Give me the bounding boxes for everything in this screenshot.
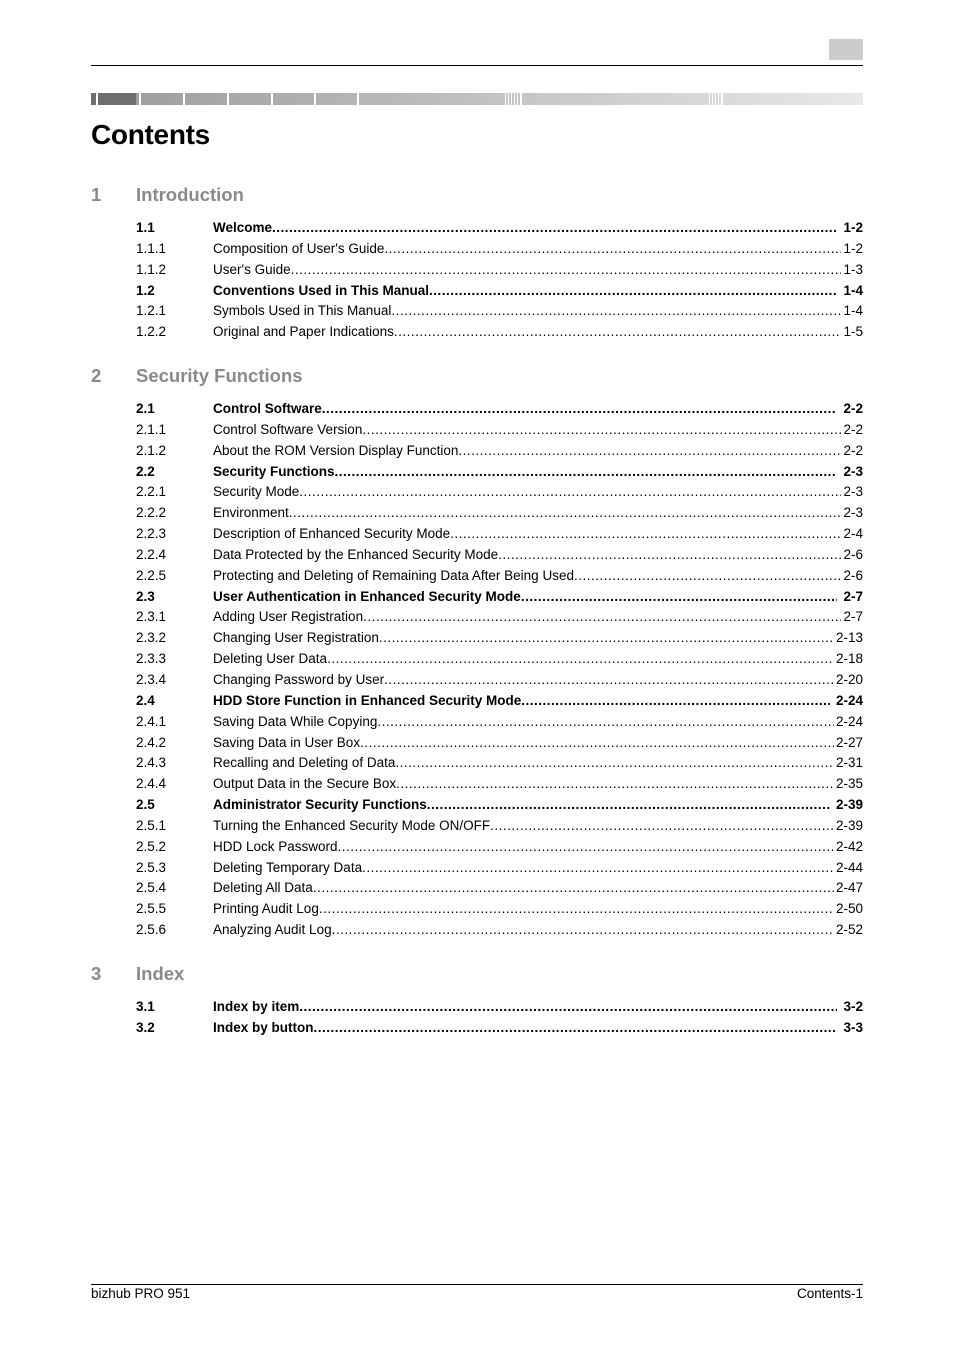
toc-entry-number: 2.4.1 — [136, 713, 167, 729]
toc-entry-number: 2.3.2 — [136, 630, 167, 646]
toc-entry-title: Deleting User Data — [213, 651, 328, 667]
toc-entry-number: 2.1.2 — [136, 442, 167, 458]
dot-leader — [574, 566, 842, 587]
dot-leader — [335, 462, 838, 483]
toc-entry-number: 2.3.3 — [136, 651, 167, 667]
toc-entry-number: 2.2.2 — [136, 505, 167, 521]
toc-entry-page: 2-2 — [843, 442, 863, 458]
toc-entry-page: 2-2 — [843, 421, 863, 437]
dot-leader — [332, 920, 834, 941]
toc-entry[interactable] — [91, 670, 863, 691]
toc-entry-title: Changing Password by User — [213, 671, 385, 687]
dot-leader — [521, 587, 838, 608]
toc-entry[interactable] — [91, 691, 863, 712]
footer-page-number: Contents-1 — [796, 1286, 863, 1301]
toc-entry[interactable] — [91, 712, 863, 733]
dot-leader — [427, 795, 830, 816]
toc-entry[interactable] — [91, 753, 863, 774]
toc-entry-page: 2-24 — [835, 713, 863, 729]
toc-entry-page: 2-3 — [843, 484, 863, 500]
toc-entry-page: 2-42 — [835, 838, 863, 854]
toc-entry-page: 2-31 — [835, 755, 863, 771]
dot-leader — [362, 858, 834, 879]
toc-entry-title: Recalling and Deleting of Data — [213, 755, 396, 771]
toc-entry[interactable] — [91, 607, 863, 628]
toc-entry-number: 2.2.5 — [136, 567, 167, 583]
toc-entry[interactable] — [91, 524, 863, 545]
toc-entry-title: Deleting All Data — [213, 880, 313, 896]
toc-entry[interactable] — [91, 566, 863, 587]
toc-entry[interactable] — [91, 733, 863, 754]
dot-leader — [327, 649, 834, 670]
dot-leader — [490, 816, 834, 837]
toc-entry-number: 2.4 — [136, 692, 155, 708]
toc-entry-title: Control Software Version — [213, 421, 363, 437]
toc-entry[interactable] — [91, 837, 863, 858]
toc-entry-number: 2.5.6 — [136, 922, 167, 938]
dot-leader — [394, 322, 842, 343]
toc-entry-page: 3-3 — [843, 1019, 863, 1035]
dot-leader — [322, 399, 838, 420]
toc-entry[interactable] — [91, 399, 863, 420]
toc-entry[interactable] — [91, 322, 863, 343]
toc-entry-title: Security Mode — [213, 484, 300, 500]
toc-entry-title: Security Functions — [213, 463, 335, 479]
toc-entry[interactable] — [91, 587, 863, 608]
toc-entry[interactable] — [91, 878, 863, 899]
dot-leader — [429, 281, 837, 302]
toc-entry-page: 2-52 — [835, 922, 863, 938]
toc-entry-title: HDD Store Function in Enhanced Security Mode — [213, 692, 522, 708]
toc-entry-number: 1.2 — [136, 282, 155, 298]
toc-entry-title: Deleting Temporary Data — [213, 859, 363, 875]
toc-entry[interactable] — [91, 628, 863, 649]
toc-entry-title: User Authentication in Enhanced Security Mode — [213, 588, 521, 604]
toc-entry-number: 2.3.4 — [136, 671, 167, 687]
toc-entry-page: 2-7 — [843, 609, 863, 625]
toc-entry[interactable] — [91, 281, 863, 302]
dot-leader — [498, 545, 841, 566]
toc-entry-number: 2.1.1 — [136, 421, 167, 437]
toc-entry-page: 2-3 — [843, 505, 863, 521]
dot-leader — [360, 733, 834, 754]
dot-leader — [450, 524, 841, 545]
toc-entry-number: 1.1.1 — [136, 240, 167, 256]
chapter-title: Index — [136, 963, 185, 984]
toc-entry-page: 1-5 — [843, 324, 863, 340]
toc-entry-title: Printing Audit Log — [213, 901, 319, 917]
toc-entry-title: About the ROM Version Display Function — [213, 442, 459, 458]
toc-entry-number: 2.5.2 — [136, 838, 167, 854]
toc-entry-number: 2.2.4 — [136, 546, 167, 562]
toc-list — [91, 218, 863, 343]
toc-entry-number: 2.2.3 — [136, 526, 167, 542]
toc-entry[interactable] — [91, 899, 863, 920]
dot-leader — [396, 774, 834, 795]
toc-entry-page: 2-24 — [835, 692, 863, 708]
toc-entry[interactable] — [91, 503, 863, 524]
toc-entry-page: 1-2 — [843, 240, 863, 256]
toc-entry[interactable] — [91, 260, 863, 281]
toc-entry-page: 3-2 — [843, 999, 863, 1014]
toc-entry[interactable] — [91, 858, 863, 879]
toc-entry-title: HDD Lock Password — [213, 838, 338, 854]
toc-entry-page: 2-7 — [843, 588, 863, 604]
toc-entry[interactable] — [91, 218, 863, 239]
decorative-header-bar — [91, 93, 863, 105]
toc-entry-title: Description of Enhanced Security Mode — [213, 526, 451, 542]
toc-entry[interactable] — [91, 774, 863, 795]
toc-entry-page: 2-6 — [843, 546, 863, 562]
toc-entry-page: 2-44 — [835, 859, 863, 875]
page-title: Contents — [91, 119, 210, 150]
toc-entry-title: Index by button — [213, 1019, 314, 1035]
toc-list — [91, 997, 863, 1039]
dot-leader — [363, 607, 841, 628]
toc-list — [91, 399, 863, 941]
toc-entry-number: 1.2.1 — [136, 303, 167, 319]
toc-entry-number: 2.5.4 — [136, 880, 167, 896]
toc-entry-title: Saving Data in User Box — [213, 734, 361, 750]
toc-entry-title: Administrator Security Functions — [213, 797, 427, 813]
toc-entry[interactable] — [91, 301, 863, 322]
dot-leader — [289, 503, 842, 524]
toc-entry-page: 2-47 — [835, 880, 863, 896]
toc-entry-number: 2.4.4 — [136, 776, 167, 792]
toc-entry-page: 2-27 — [835, 734, 863, 750]
toc-entry-title: Original and Paper Indications — [213, 324, 394, 340]
toc-entry-page: 2-3 — [843, 463, 863, 479]
corner-tab — [829, 39, 863, 60]
toc-entry-title: Symbols Used in This Manual — [213, 303, 392, 319]
footer-product-name: bizhub PRO 951 — [91, 1286, 191, 1301]
dot-leader — [299, 482, 841, 503]
toc-entry-page: 2-13 — [835, 630, 863, 646]
toc-entry-number: 2.5.1 — [136, 817, 167, 833]
toc-entry-page: 2-20 — [835, 671, 863, 687]
dot-leader — [379, 628, 834, 649]
toc-entry-number: 2.3.1 — [136, 609, 167, 625]
toc-entry-title: Output Data in the Secure Box — [213, 776, 397, 792]
toc-entry-page: 1-3 — [843, 261, 863, 277]
dot-leader — [272, 218, 837, 239]
chapter-number: 2 — [91, 365, 102, 386]
chapter-heading — [91, 963, 863, 989]
toc-entry-number: 2.1 — [136, 401, 155, 416]
toc-entry-title: User's Guide — [213, 261, 291, 277]
toc-entry-title: Data Protected by the Enhanced Security Mode — [213, 546, 499, 562]
toc-entry-title: Welcome — [213, 220, 273, 235]
chapter-2 — [91, 365, 863, 941]
toc-entry[interactable] — [91, 795, 863, 816]
dot-leader — [395, 753, 834, 774]
chapter-number: 3 — [91, 963, 102, 984]
footer-rule — [91, 1284, 863, 1285]
dot-leader — [319, 899, 834, 920]
toc-entry-title: Control Software — [213, 401, 322, 416]
toc-entry-number: 2.4.2 — [136, 734, 167, 750]
toc-entry-number: 2.3 — [136, 588, 155, 604]
toc-entry-title: Environment — [213, 505, 289, 521]
dot-leader — [377, 712, 834, 733]
toc-entry-title: Conventions Used in This Manual — [213, 282, 430, 298]
toc-entry-number: 2.2.1 — [136, 484, 167, 500]
dot-leader — [314, 1018, 838, 1039]
toc-entry-number: 1.1.2 — [136, 261, 167, 277]
chapter-number: 1 — [91, 184, 102, 205]
toc-entry[interactable] — [91, 462, 863, 483]
toc-entry[interactable] — [91, 1018, 863, 1039]
toc-entry-title: Changing User Registration — [213, 630, 379, 646]
toc-entry-number: 1.2.2 — [136, 324, 167, 340]
decorative-bar-graphic — [91, 93, 863, 105]
toc-entry-page: 2-39 — [835, 797, 863, 813]
dot-leader — [291, 260, 842, 281]
dot-leader — [384, 239, 841, 260]
chapter-heading — [91, 365, 863, 391]
toc-entry-page: 2-35 — [835, 776, 863, 792]
toc-entry-number: 1.1 — [136, 220, 155, 235]
toc-entry-title: Composition of User's Guide — [213, 240, 385, 256]
toc-entry-title: Turning the Enhanced Security Mode ON/OFF — [213, 817, 491, 833]
toc-entry[interactable] — [91, 239, 863, 260]
toc-entry-number: 3.1 — [136, 999, 155, 1014]
dot-leader — [384, 670, 834, 691]
header-rule — [91, 65, 863, 66]
toc-entry-page: 2-50 — [835, 901, 863, 917]
toc-entry[interactable] — [91, 482, 863, 503]
chapter-1 — [91, 184, 863, 343]
toc-entry[interactable] — [91, 545, 863, 566]
toc-entry-number: 2.5.3 — [136, 859, 167, 875]
toc-entry-number: 2.2 — [136, 463, 155, 479]
toc-entry-number: 2.4.3 — [136, 755, 167, 771]
dot-leader — [521, 691, 830, 712]
dot-leader — [313, 878, 834, 899]
toc-entry-page: 2-4 — [843, 526, 863, 542]
toc-entry[interactable] — [91, 816, 863, 837]
toc-entry-page: 2-18 — [835, 651, 863, 667]
dot-leader — [338, 837, 834, 858]
dot-leader — [299, 997, 837, 1018]
toc-entry-title: Protecting and Deleting of Remaining Data After Being Used — [213, 567, 574, 583]
toc-entry-page: 2-6 — [843, 567, 863, 583]
toc-entry-page: 2-39 — [835, 817, 863, 833]
toc-entry-title: Index by item — [213, 999, 300, 1014]
toc-entry[interactable] — [91, 649, 863, 670]
toc-entry-page: 2-2 — [843, 401, 863, 416]
toc-entry[interactable] — [91, 920, 863, 941]
toc-entry-number: 3.2 — [136, 1019, 155, 1035]
toc-entry-title: Saving Data While Copying — [213, 713, 378, 729]
toc-entry-page: 1-4 — [843, 282, 863, 298]
toc-entry-title: Adding User Registration — [213, 609, 364, 625]
chapter-title: Security Functions — [136, 365, 303, 386]
toc-entry-number: 2.5.5 — [136, 901, 167, 917]
toc-entry-page: 1-2 — [843, 220, 863, 235]
toc-entry[interactable] — [91, 997, 863, 1018]
chapter-title: Introduction — [136, 184, 244, 205]
toc-entry[interactable] — [91, 441, 863, 462]
dot-leader — [458, 441, 841, 462]
chapter-3 — [91, 963, 863, 1039]
toc-entry-title: Analyzing Audit Log — [213, 922, 332, 938]
toc-entry[interactable] — [91, 420, 863, 441]
toc-entry-number: 2.5 — [136, 797, 155, 813]
chapter-heading — [91, 184, 863, 210]
dot-leader — [391, 301, 841, 322]
toc-entry-page: 1-4 — [843, 303, 863, 319]
dot-leader — [362, 420, 841, 441]
